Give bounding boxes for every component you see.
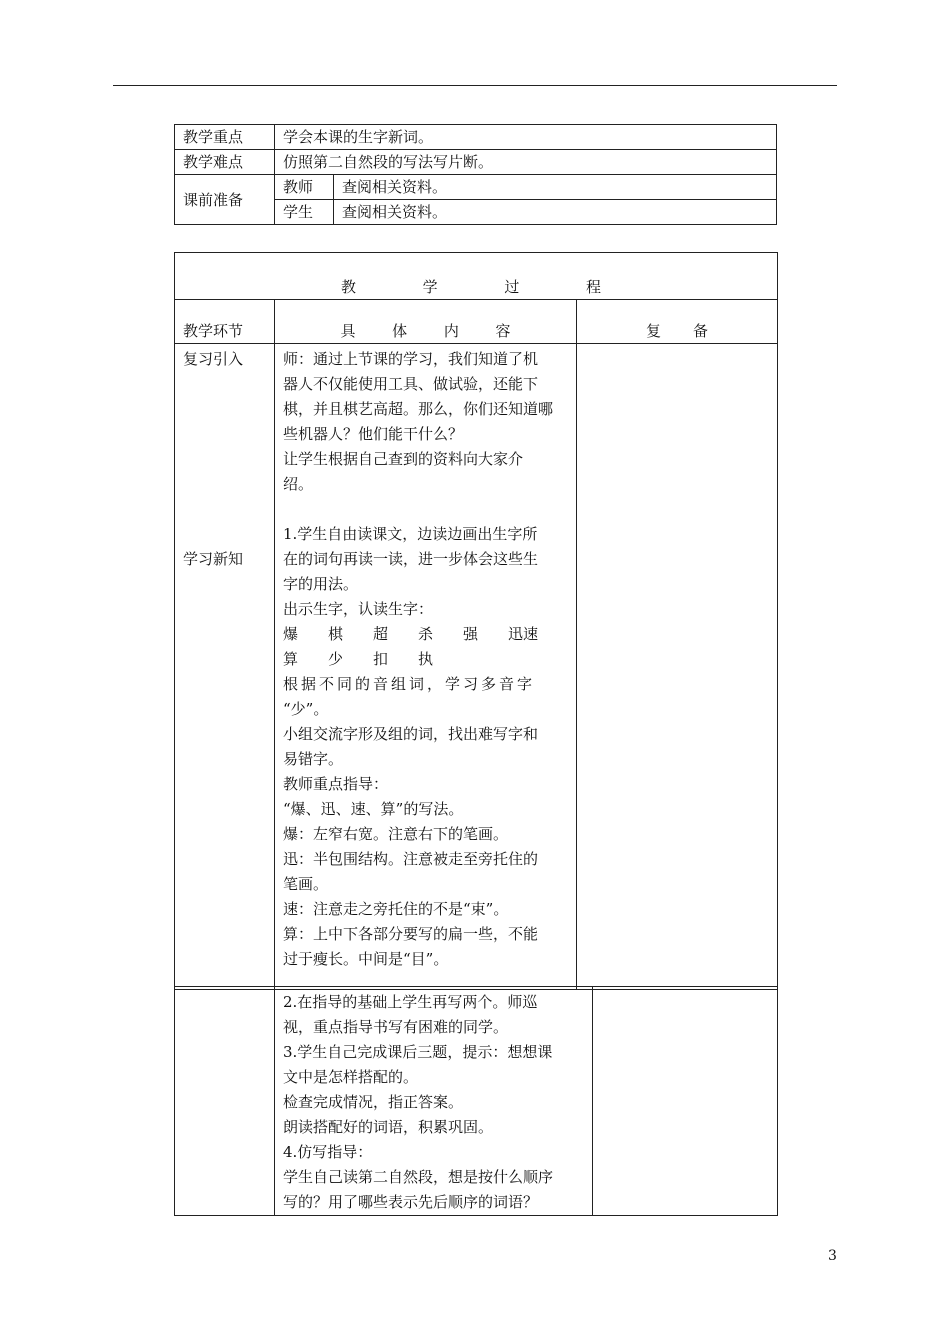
content-line: 速：注意走之旁托住的不是“束”。: [283, 900, 509, 918]
content-line: “爆、迅、速、算”的写法。: [283, 800, 464, 818]
content-line: 过于瘦长。中间是“目”。: [283, 950, 449, 968]
content-line: 爆：左窄右宽。注意右下的笔画。: [283, 825, 509, 843]
key-points-value: 学会本课的生字新词。: [275, 125, 777, 150]
content-line: 算：上中下各部分要写的扁一些，不能: [283, 925, 539, 943]
stage-cell: [175, 344, 275, 990]
content-line: 些机器人？他们能干什么？: [283, 425, 464, 443]
content-cell: [275, 987, 593, 1216]
prep-cell: [593, 987, 778, 1216]
table-row: [175, 987, 778, 1216]
header-rule: [113, 85, 837, 86]
lesson-info-table: [174, 124, 777, 225]
col-header-prep: [577, 300, 778, 344]
title-char: 程: [585, 278, 601, 296]
prep-student-label: 学生: [275, 200, 334, 225]
teaching-process-table: [174, 252, 778, 990]
col-header-stage: 教学环节: [175, 300, 275, 344]
table-row: [175, 125, 777, 150]
table-row: [175, 175, 777, 200]
content-line: 笔画。: [283, 875, 329, 893]
content-cell: [275, 344, 577, 990]
content-line: 出示生字，认读生字：: [283, 600, 434, 618]
content-line: 算 少 扣 执: [283, 650, 434, 668]
content-line: 检查完成情况，指正答案。: [283, 1093, 464, 1111]
prep-cell: [577, 344, 778, 990]
header-char: 具: [340, 322, 356, 340]
table-row: [175, 253, 778, 300]
header-char: 复: [646, 322, 662, 340]
content-line: 1.学生自由读课文，边读边画出生字所: [283, 525, 538, 543]
content-line: 学生自己读第二自然段，想是按什么顺序: [283, 1168, 554, 1186]
header-char: 体: [392, 322, 408, 340]
table-row: [175, 150, 777, 175]
content-line: 4.仿写指导：: [283, 1143, 373, 1161]
content-line: “少”。: [283, 700, 329, 718]
content-line: 文中是怎样搭配的。: [283, 1068, 419, 1086]
content-line: 在的词句再读一读，进一步体会这些生: [283, 550, 539, 568]
key-points-label: 教学重点: [175, 125, 275, 150]
content-line: 朗读搭配好的词语，积累巩固。: [283, 1118, 494, 1136]
content-line: 3.学生自己完成课后三题，提示：想想课: [283, 1043, 553, 1061]
content-line: 让学生根据自己查到的资料向大家介: [283, 450, 524, 468]
process-title: [175, 253, 778, 300]
stage-cell: [175, 987, 275, 1216]
title-char: 教: [341, 278, 357, 296]
prep-teacher-value: 查阅相关资料。: [334, 175, 777, 200]
content-line: 根据不同的音组词，学习多音字: [283, 675, 536, 693]
page-number: 3: [828, 1248, 837, 1264]
difficulty-value: 仿照第二自然段的写法写片断。: [275, 150, 777, 175]
header-char: 备: [692, 322, 708, 340]
content-line: 爆 棋 超 杀 强 迅速: [283, 625, 539, 643]
prep-student-value: 查阅相关资料。: [334, 200, 777, 225]
col-header-content: [275, 300, 577, 344]
header-char: 容: [495, 322, 511, 340]
header-char: 内: [443, 322, 459, 340]
content-line: 视，重点指导书写有困难的同学。: [283, 1018, 509, 1036]
content-line: 写的？用了哪些表示先后顺序的词语？: [283, 1193, 539, 1211]
content-line: 2.在指导的基础上学生再写两个。师巡: [283, 993, 538, 1011]
content-line: 绍。: [283, 475, 314, 493]
content-line: 教师重点指导：: [283, 775, 389, 793]
content-line: 师：通过上节课的学习，我们知道了机: [283, 350, 539, 368]
content-line: 小组交流字形及组的词，找出难写字和: [283, 725, 539, 743]
stage-review-intro: 复习引入: [183, 350, 244, 368]
title-char: 过: [504, 278, 520, 296]
content-line: 易错字。: [283, 750, 344, 768]
teaching-process-continued-table: [174, 986, 778, 1216]
content-line: 器人不仅能使用工具、做试验，还能下: [283, 375, 539, 393]
title-char: 学: [422, 278, 438, 296]
content-line: 字的用法。: [283, 575, 359, 593]
stage-learn-new: 学习新知: [183, 550, 244, 568]
prep-label: 课前准备: [175, 175, 275, 225]
content-line: 迅：半包围结构。注意被走至旁托住的: [283, 850, 539, 868]
content-line: 棋，并且棋艺高超。那么，你们还知道哪: [283, 400, 554, 418]
prep-teacher-label: 教师: [275, 175, 334, 200]
difficulty-label: 教学难点: [175, 150, 275, 175]
table-row: [175, 344, 778, 990]
table-row: [175, 300, 778, 344]
